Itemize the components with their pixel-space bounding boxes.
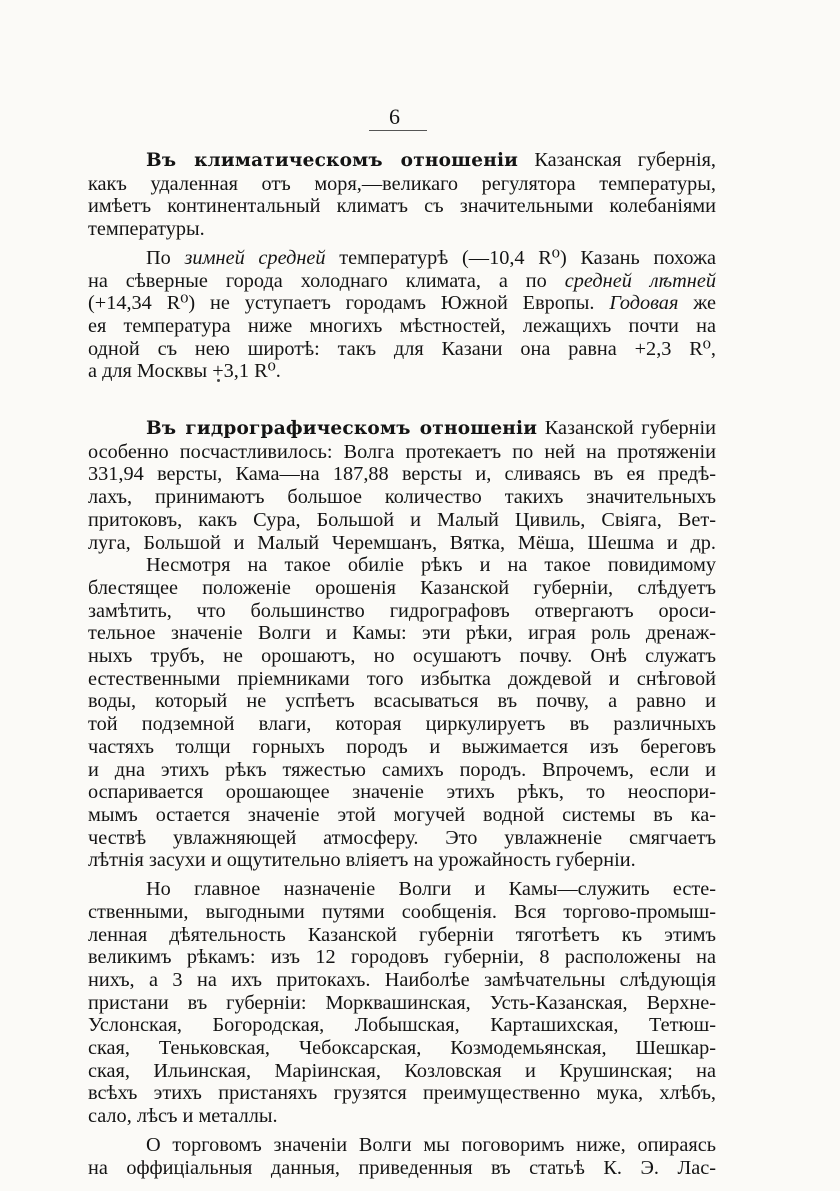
text-line: луга, Большой и Малый Черемшанъ, Вятка, Мёша, Шешма и др.	[88, 531, 716, 554]
paragraph-temperature	[88, 247, 716, 383]
text-line: блестящее положенiе орошенiя Казанской губернiи, слѣдуетъ	[88, 576, 716, 599]
text-line: великимъ рѣкамъ: изъ 12 городовъ губернiи, 8 расположены на	[88, 946, 716, 969]
text-line: какъ удаленная отъ моря,—великаго регулятора температуры,	[88, 172, 716, 195]
text-line: пристани въ губернiи: Морквашинская, Усть-Казанская, Верхне-	[88, 991, 716, 1014]
text-line: нихъ, а 3 на ихъ притокахъ. Наиболѣе замѣчательны слѣдующiя	[88, 968, 716, 991]
text-line: притоковъ, какъ Сура, Большой и Малый Цивиль, Свiяга, Вет-	[88, 508, 716, 531]
text-line: на оффицiальныя данныя, приведенныя въ статьѣ К. Э. Лас-	[88, 1156, 716, 1179]
text-line: ская, Ильинская, Марiинская, Козловская и Крушинская; на	[88, 1059, 716, 1082]
text-line: воды, который не успѣетъ всасываться въ почву, а равно и	[88, 690, 716, 713]
text-line: ская, Теньковская, Чебоксарская, Козмодемьянская, Шешкар-	[88, 1037, 716, 1060]
text-line: температуры.	[88, 218, 205, 241]
text-line: Въ гидрографическомъ отношенiи Казанской губернiи	[146, 417, 716, 440]
text-line: По зимней средней температурѣ (—10,4 R⁰) Казань похожа	[146, 246, 717, 269]
text-line: а для Москвы +3,1 R⁰.	[88, 360, 281, 383]
paragraph-irrigation	[88, 554, 716, 872]
text-line: ленная дѣятельность Казанской губернiи тяготѣетъ къ этимъ	[88, 923, 716, 946]
text-line: и дна этихъ рѣкъ тяжестью самихъ породъ. Впрочемъ, если и	[88, 758, 716, 781]
text-line: 331,94 версты, Кама—на 187,88 версты и, сливаясь въ ея предѣ-	[88, 463, 716, 486]
text-line: лѣтнiя засухи и ощутительно влiяетъ на урожайность губернiи.	[88, 849, 636, 872]
text-line: частяхъ толщи горныхъ породъ и выжимается изъ береговъ	[88, 735, 716, 758]
paragraph-navigation	[88, 878, 716, 1128]
text-line: Въ климатическомъ отношенiи Казанская губернiя,	[146, 149, 716, 171]
text-line: оспаривается орошающее значенiе этихъ рѣкъ, то неоспори-	[88, 781, 716, 804]
text-line: естественными прiемниками того избытка дождевой и снѣговой	[88, 667, 716, 690]
text-line: Услонская, Богородская, Лобышская, Карташихская, Тетюш-	[88, 1014, 716, 1037]
body-text	[88, 149, 716, 1179]
text-line: той подземной влаги, которая циркулируетъ въ различныхъ	[88, 713, 716, 736]
text-line: сало, лѣсъ и металлы.	[88, 1105, 278, 1128]
text-line: О торговомъ значенiи Волги мы поговоримъ ниже, опираясь	[146, 1133, 716, 1156]
text-line: чествѣ увлажняющей атмосферу. Это увлажненiе смягчаетъ	[88, 826, 716, 849]
text-line: лахъ, принимаютъ большое количество такихъ значительныхъ	[88, 486, 716, 509]
paragraph-climate	[88, 149, 716, 241]
text-line: имѣетъ континентальный климатъ съ значительными колебанiями	[88, 195, 716, 218]
text-line: ея температура ниже многихъ мѣстностей, лежащихъ почти на	[88, 314, 716, 337]
text-line: Но главное назначенiе Волги и Камы—служить есте-	[146, 878, 716, 901]
text-line: Несмотря на такое обилiе рѣкъ и на такое повидимому	[146, 554, 716, 577]
text-line: замѣтить, что большинство гидрографовъ отвергаютъ ороси-	[88, 599, 716, 622]
text-line: на сѣверные города холоднаго климата, а по средней лѣтней	[88, 269, 716, 292]
paragraph-trade	[88, 1134, 716, 1179]
text-line: (+14,34 R⁰) не уступаетъ городамъ Южной Европы. Годовая же	[88, 292, 716, 315]
text-line: тельное значенiе Волги и Камы: эти рѣки, играя роль дренаж-	[88, 622, 716, 645]
text-line: одной съ нею широтѣ: такъ для Казани она равна +2,3 R⁰,	[88, 337, 716, 360]
text-line: ныхъ трубъ, не орошаютъ, но осушаютъ почву. Онѣ служатъ	[88, 645, 716, 668]
text-line: мымъ остается значенiе этой могучей водной системы въ ка-	[88, 803, 716, 826]
text-line: всѣхъ этихъ пристаняхъ грузятся преимущественно мука, хлѣбъ,	[88, 1082, 716, 1105]
text-line: ственными, выгодными путями сообщенiя. Вся торгово-промыш-	[88, 900, 716, 923]
page-number: 6	[389, 104, 400, 129]
page-number-rule	[369, 130, 427, 131]
text-line: особенно посчастливилось: Волга протекаетъ по ней на протяженiи	[88, 440, 716, 463]
paragraph-hydrography	[88, 417, 716, 554]
